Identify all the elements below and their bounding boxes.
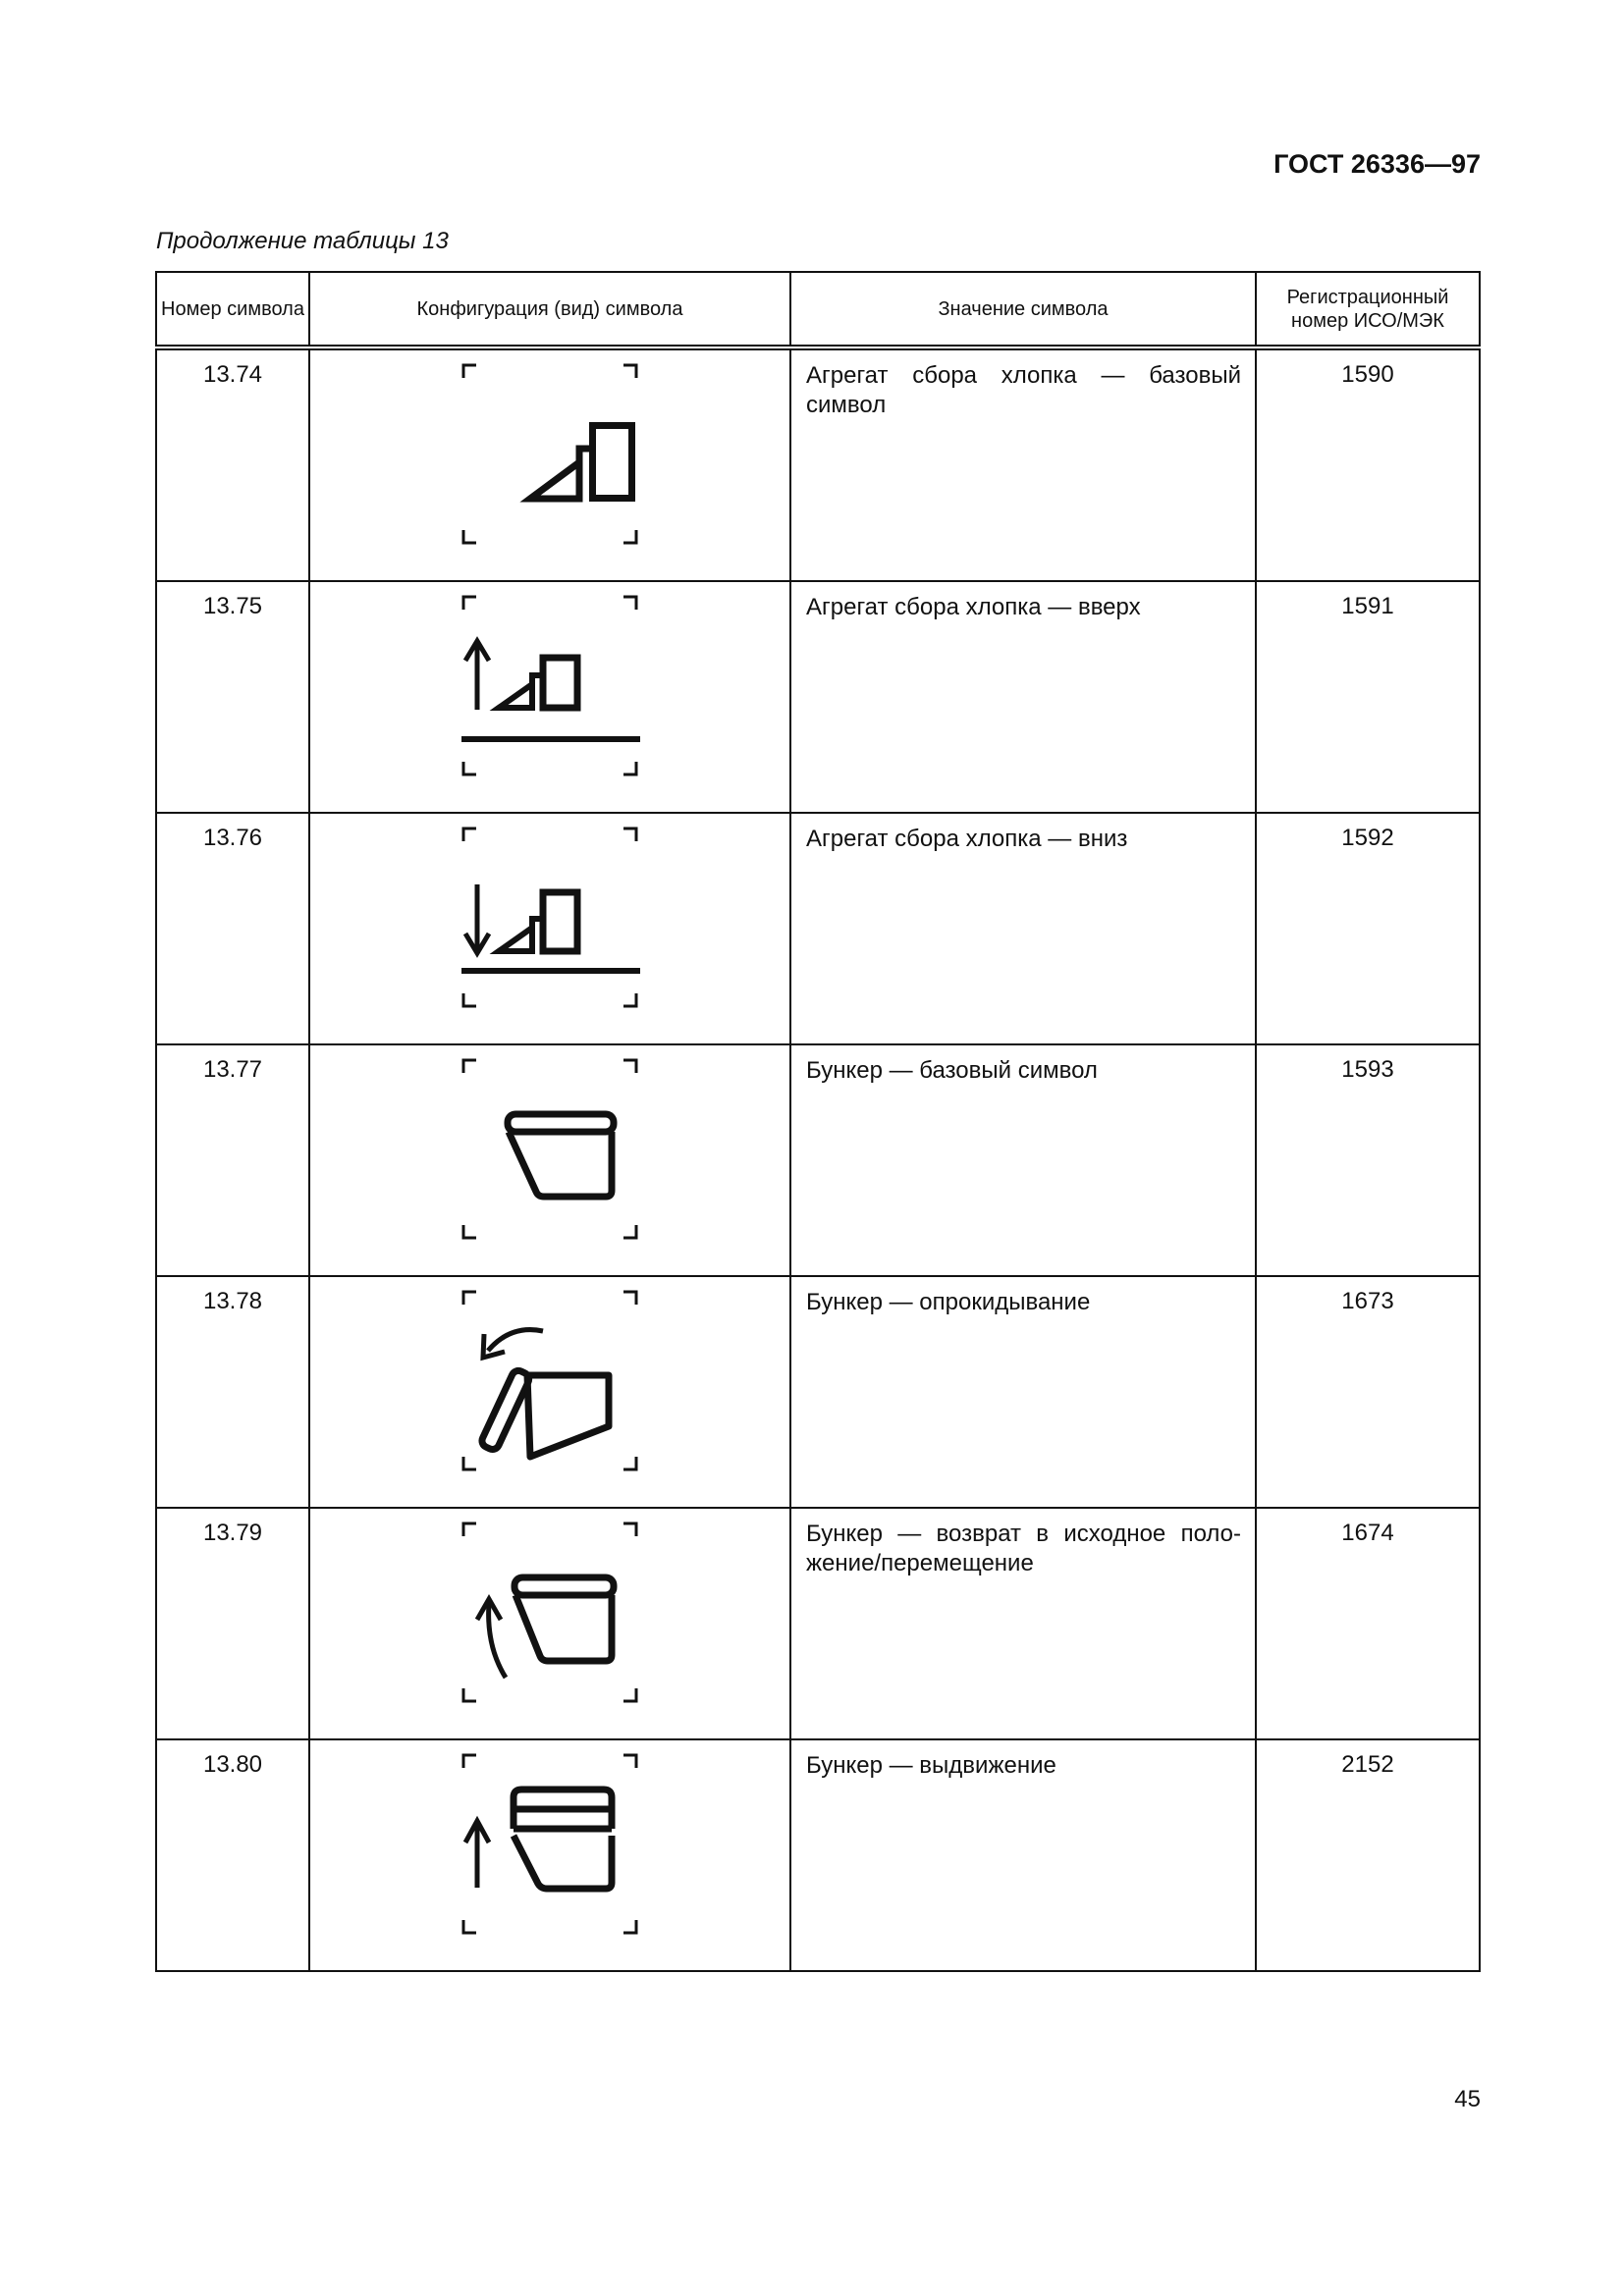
row-symbol bbox=[309, 813, 790, 1044]
row-registration: 1674 bbox=[1256, 1508, 1480, 1739]
row-meaning: Бункер — базовый символ bbox=[790, 1044, 1256, 1276]
table-row bbox=[156, 813, 1480, 1044]
table-caption: Продолжение таблицы 13 bbox=[156, 228, 449, 254]
header-meaning: Значение символа bbox=[790, 272, 1256, 347]
row-registration: 1592 bbox=[1256, 813, 1480, 1044]
row-symbol bbox=[309, 347, 790, 581]
table-header-row bbox=[156, 272, 1480, 347]
row-number: 13.80 bbox=[156, 1739, 309, 1971]
row-registration: 2152 bbox=[1256, 1739, 1480, 1971]
table-row bbox=[156, 581, 1480, 813]
page-number: 45 bbox=[1454, 2086, 1481, 2112]
table-row bbox=[156, 1508, 1480, 1739]
table-row bbox=[156, 1739, 1480, 1971]
row-number: 13.79 bbox=[156, 1508, 309, 1739]
row-number: 13.76 bbox=[156, 813, 309, 1044]
hopper-icon bbox=[432, 1045, 668, 1264]
symbols-table bbox=[155, 271, 1481, 1972]
row-meaning: Бункер — выдвижение bbox=[790, 1739, 1256, 1971]
row-number: 13.75 bbox=[156, 581, 309, 813]
row-symbol bbox=[309, 1739, 790, 1971]
row-registration: 1590 bbox=[1256, 347, 1480, 581]
cotton-harvester-unit-icon bbox=[432, 350, 668, 569]
hopper-return-icon bbox=[432, 1509, 668, 1728]
row-meaning: Агрегат сбора хлопка — вниз bbox=[790, 813, 1256, 1044]
row-symbol bbox=[309, 1508, 790, 1739]
row-number: 13.74 bbox=[156, 347, 309, 581]
row-meaning: Бункер — опрокидывание bbox=[790, 1276, 1256, 1508]
table-row bbox=[156, 1276, 1480, 1508]
row-meaning: Бункер — возврат в исходное поло-жение/перемещение bbox=[790, 1508, 1256, 1739]
header-configuration: Конфигурация (вид) символа bbox=[309, 272, 790, 347]
header-number: Номер символа bbox=[156, 272, 309, 347]
cotton-harvester-unit-down-icon bbox=[432, 814, 668, 1033]
cotton-harvester-unit-up-icon bbox=[432, 582, 668, 801]
row-registration: 1591 bbox=[1256, 581, 1480, 813]
row-registration: 1593 bbox=[1256, 1044, 1480, 1276]
row-meaning: Агрегат сбора хлопка — базовый символ bbox=[790, 347, 1256, 581]
row-number: 13.77 bbox=[156, 1044, 309, 1276]
row-meaning: Агрегат сбора хлопка — вверх bbox=[790, 581, 1256, 813]
header-registration: Регистрационный номер ИСО/МЭК bbox=[1256, 272, 1480, 347]
row-symbol bbox=[309, 1044, 790, 1276]
row-registration: 1673 bbox=[1256, 1276, 1480, 1508]
row-symbol bbox=[309, 1276, 790, 1508]
document-code: ГОСТ 26336—97 bbox=[1273, 149, 1481, 179]
hopper-extend-icon bbox=[432, 1740, 668, 1959]
row-symbol bbox=[309, 581, 790, 813]
hopper-tipping-icon bbox=[432, 1277, 668, 1496]
row-number: 13.78 bbox=[156, 1276, 309, 1508]
table-row bbox=[156, 347, 1480, 581]
table-row bbox=[156, 1044, 1480, 1276]
